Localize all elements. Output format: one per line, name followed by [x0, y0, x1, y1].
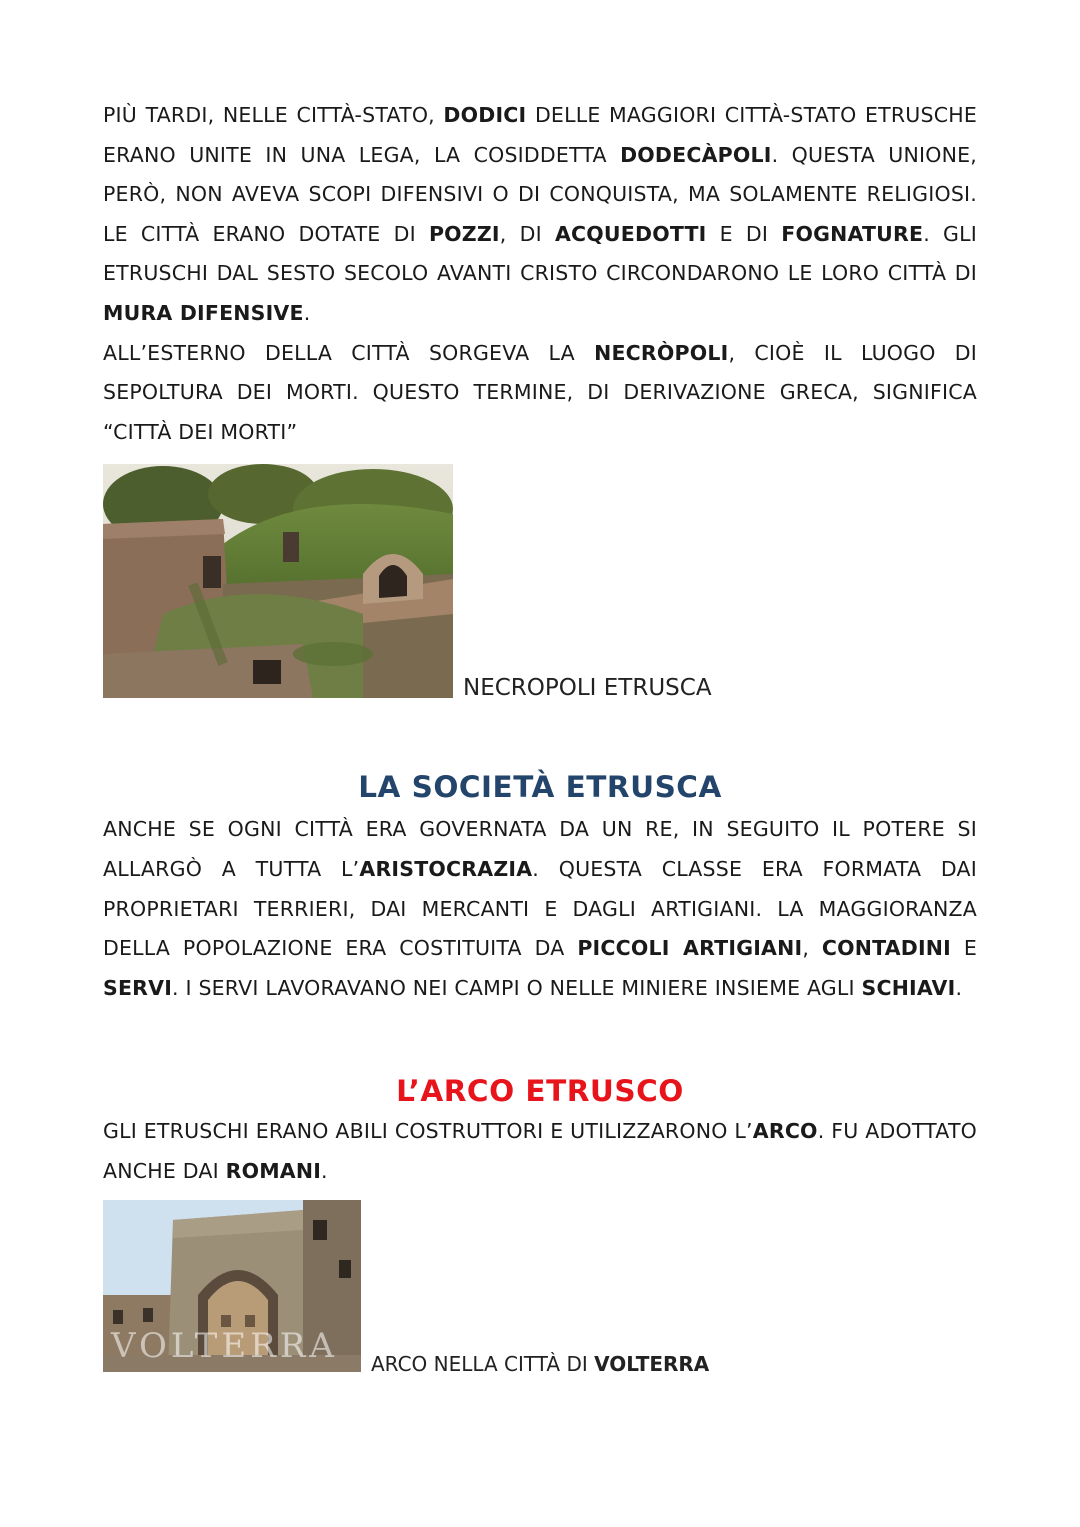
- volterra-watermark: VOLTERRA: [111, 1325, 338, 1366]
- necropolis-caption: NECROPOLI ETRUSCA: [463, 675, 712, 702]
- paragraph-societa: ANCHE SE OGNI CITTÀ ERA GOVERNATA DA UN RE, IN SEGUITO IL POTERE SI ALLARGÒ A TUTTA L’ARISTOCRAZIA. QUESTA CLASSE ERA FORMATA DAI PROPRIETARI TERRIERI, DAI MERCANTI E DAGLI ARTIGIANI. LA MAGGIORANZA DELLA POPOLAZIONE ERA COSTITUITA DA PICCOLI ARTIGIANI, CONTADINI E SERVI. I SERVI LAVORAVANO NEI CAMPI O NELLE MINIERE INSIEME AGLI SCHIAVI.: [103, 817, 977, 1000]
- volterra-arch-photo: [103, 1200, 361, 1372]
- paragraph-arco: GLI ETRUSCHI ERANO ABILI COSTRUTTORI E UTILIZZARONO L’ARCO. FU ADOTTATO ANCHE DAI ROMANI.: [103, 1119, 977, 1183]
- document-page: [103, 96, 977, 1376]
- heading-societa: LA SOCIETÀ ETRUSCA: [358, 770, 722, 805]
- heading-arco: L’ARCO ETRUSCO: [396, 1074, 684, 1109]
- figure-necropoli: [103, 464, 977, 702]
- figure-volterra: [103, 1200, 977, 1376]
- volterra-caption: ARCO NELLA CITTÀ DI VOLTERRA: [371, 1351, 710, 1376]
- paragraph-dodecapoli: PIÙ TARDI, NELLE CITTÀ-STATO, DODICI DELLE MAGGIORI CITTÀ-STATO ETRUSCHE ERANO UNITE IN UNA LEGA, LA COSIDDETTA DODECÀPOLI. QUESTA UNIONE, PERÒ, NON AVEVA SCOPI DIFENSIVI O DI CONQUISTA, MA SOLAMENTE RELIGIOSI. LE CITTÀ ERANO DOTATE DI POZZI, DI ACQUEDOTTI E DI FOGNATURE. GLI ETRUSCHI DAL SESTO SECOLO AVANTI CRISTO CIRCONDARONO LE LORO CITTÀ DI MURA DIFENSIVE.: [103, 103, 977, 325]
- necropolis-photo: [103, 464, 453, 698]
- paragraph-necropoli: ALL’ESTERNO DELLA CITTÀ SORGEVA LA NECRÒPOLI, CIOÈ IL LUOGO DI SEPOLTURA DEI MORTI. QUESTO TERMINE, DI DERIVAZIONE GRECA, SIGNIFICA “CITTÀ DEI MORTI”: [103, 340, 977, 444]
